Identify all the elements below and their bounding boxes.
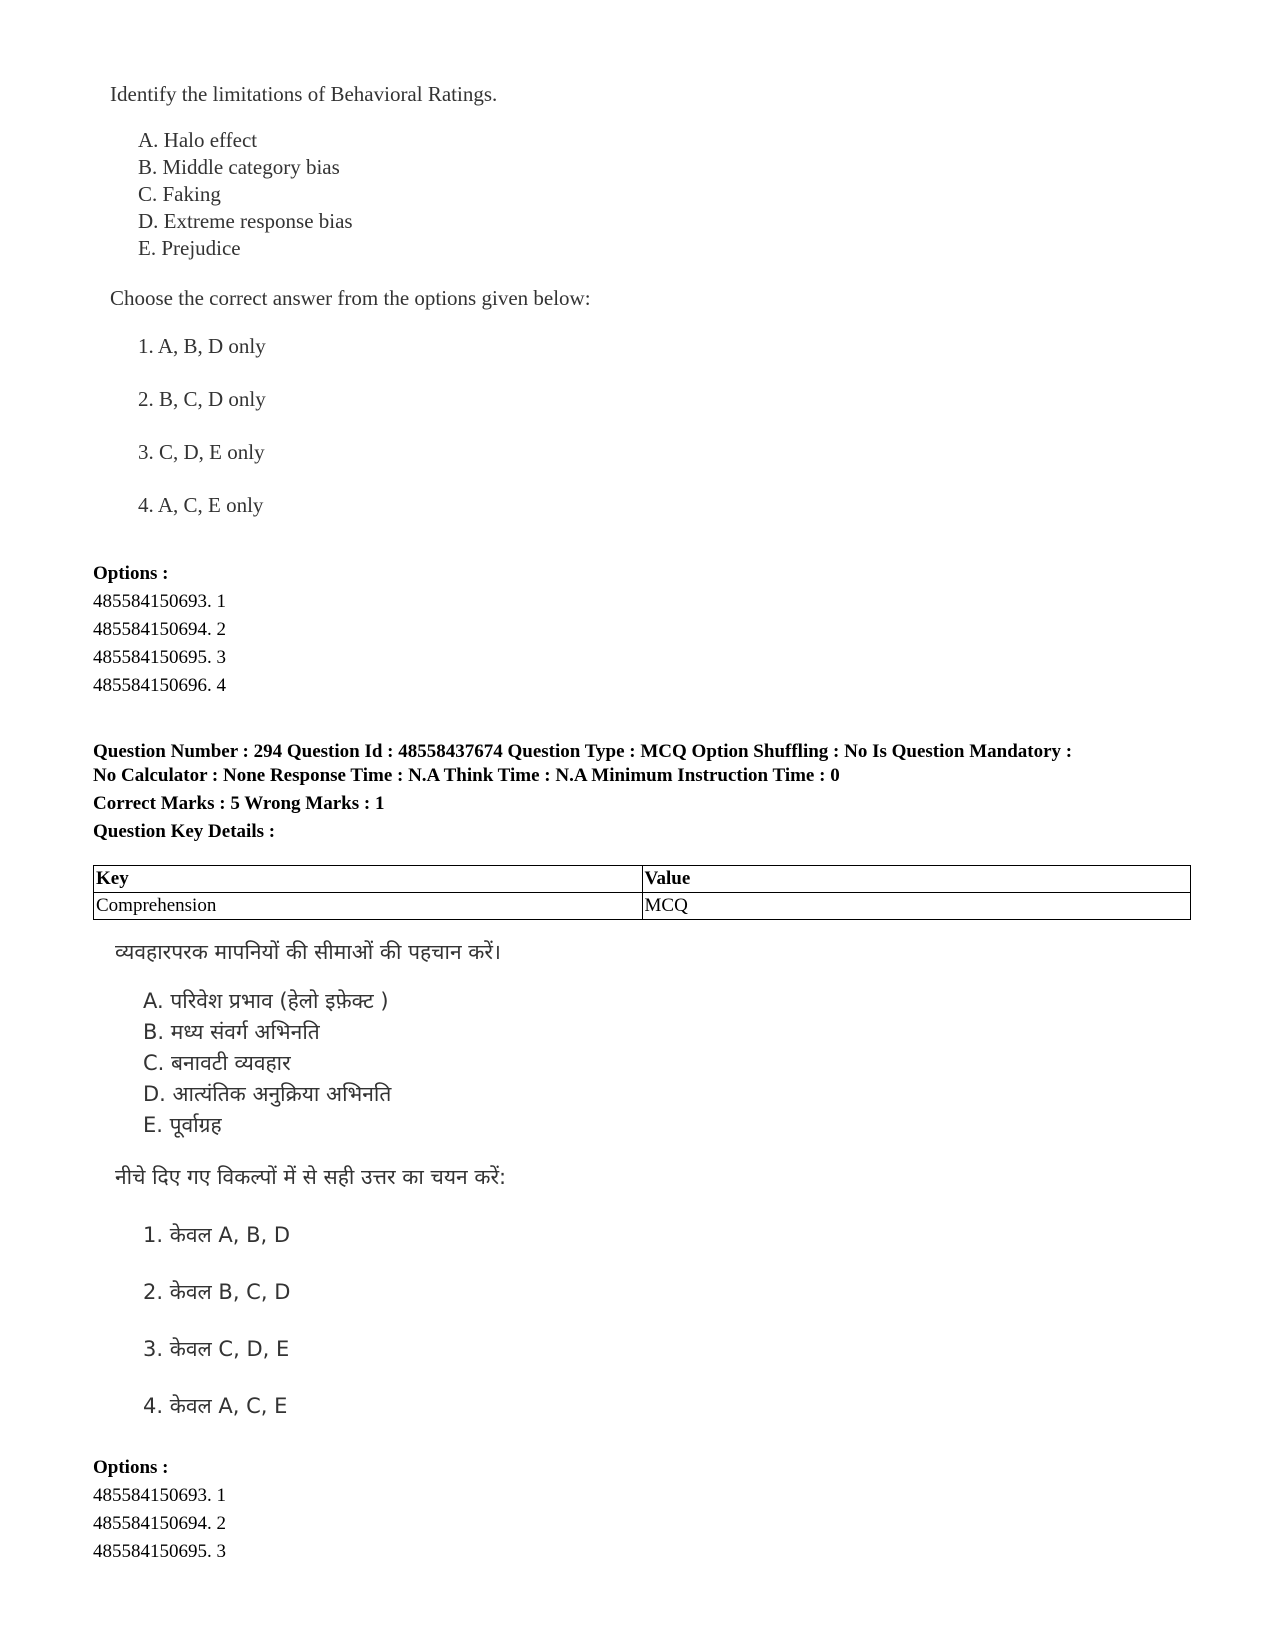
option-id-line: 485584150693. 1: [93, 1485, 226, 1506]
table-header-row: [94, 866, 1191, 893]
statement-item: D. आत्यंतिक अनुक्रिया अभिनति: [143, 1082, 392, 1106]
question-meta: [93, 740, 1213, 844]
statement-item: E. पूर्वाग्रह: [143, 1113, 222, 1137]
table-row: [94, 893, 1191, 920]
statement-item: B. मध्य संवर्ग अभिनति: [143, 1020, 320, 1044]
statement-list: [138, 127, 591, 262]
question-instruction: नीचे दिए गए विकल्पों में से सही उत्तर का चयन करें:: [115, 1165, 507, 1189]
statement-item: A. परिवेश प्रभाव (हेलो इफ़ेक्ट ): [143, 989, 389, 1013]
options-heading: Options :: [93, 563, 169, 584]
table-cell: MCQ: [642, 893, 1191, 920]
options-block: [93, 1454, 226, 1566]
statement-item: B. Middle category bias: [138, 155, 340, 179]
key-details-heading: Question Key Details :: [93, 821, 276, 842]
table-cell: Comprehension: [94, 893, 643, 920]
answer-choice: 1. A, B, D only: [138, 334, 266, 358]
answer-choice: 4. A, C, E only: [138, 493, 264, 517]
option-id-line: 485584150694. 2: [93, 619, 226, 640]
table-header-value: Value: [642, 866, 1191, 893]
option-id-line: 485584150695. 3: [93, 647, 226, 668]
statement-item: C. बनावटी व्यवहार: [143, 1051, 291, 1075]
options-heading: Options :: [93, 1457, 169, 1478]
option-id-line: 485584150693. 1: [93, 591, 226, 612]
question-meta-line-2: No Calculator : None Response Time : N.A Think Time : N.A Minimum Instruction Time : 0: [93, 765, 840, 786]
question-instruction: Choose the correct answer from the options given below:: [110, 286, 591, 310]
answer-choice: 3. केवल C, D, E: [143, 1337, 290, 1361]
answer-choice: 1. केवल A, B, D: [143, 1223, 291, 1247]
answer-choice: 2. केवल B, C, D: [143, 1280, 291, 1304]
statement-list: [143, 986, 506, 1141]
question-stem: व्यवहारपरक मापनियों की सीमाओं की पहचान करें।: [115, 940, 501, 964]
option-id-line: 485584150695. 3: [93, 1541, 226, 1562]
table-header-key: Key: [94, 866, 643, 893]
question-image-english: [110, 78, 591, 532]
answer-choice: 4. केवल A, C, E: [143, 1394, 288, 1418]
question-stem: Identify the limitations of Behavioral Ratings.: [110, 82, 498, 106]
key-details-table: [93, 865, 1191, 920]
answer-choice: 3. C, D, E only: [138, 440, 265, 464]
question-image-hindi: [115, 936, 506, 1435]
answer-choice: 2. B, C, D only: [138, 387, 266, 411]
statement-item: E. Prejudice: [138, 236, 241, 260]
answer-choice-list: [143, 1207, 506, 1435]
statement-item: A. Halo effect: [138, 128, 258, 152]
option-id-line: 485584150694. 2: [93, 1513, 226, 1534]
options-block: [93, 560, 226, 700]
question-meta-line-1: Question Number : 294 Question Id : 48558437674 Question Type : MCQ Option Shuffling : No Is Question Mandatory :: [93, 741, 1073, 762]
statement-item: C. Faking: [138, 182, 221, 206]
answer-choice-list: [138, 320, 591, 532]
option-id-line: 485584150696. 4: [93, 675, 226, 696]
marks-line: Correct Marks : 5 Wrong Marks : 1: [93, 793, 385, 814]
statement-item: D. Extreme response bias: [138, 209, 353, 233]
